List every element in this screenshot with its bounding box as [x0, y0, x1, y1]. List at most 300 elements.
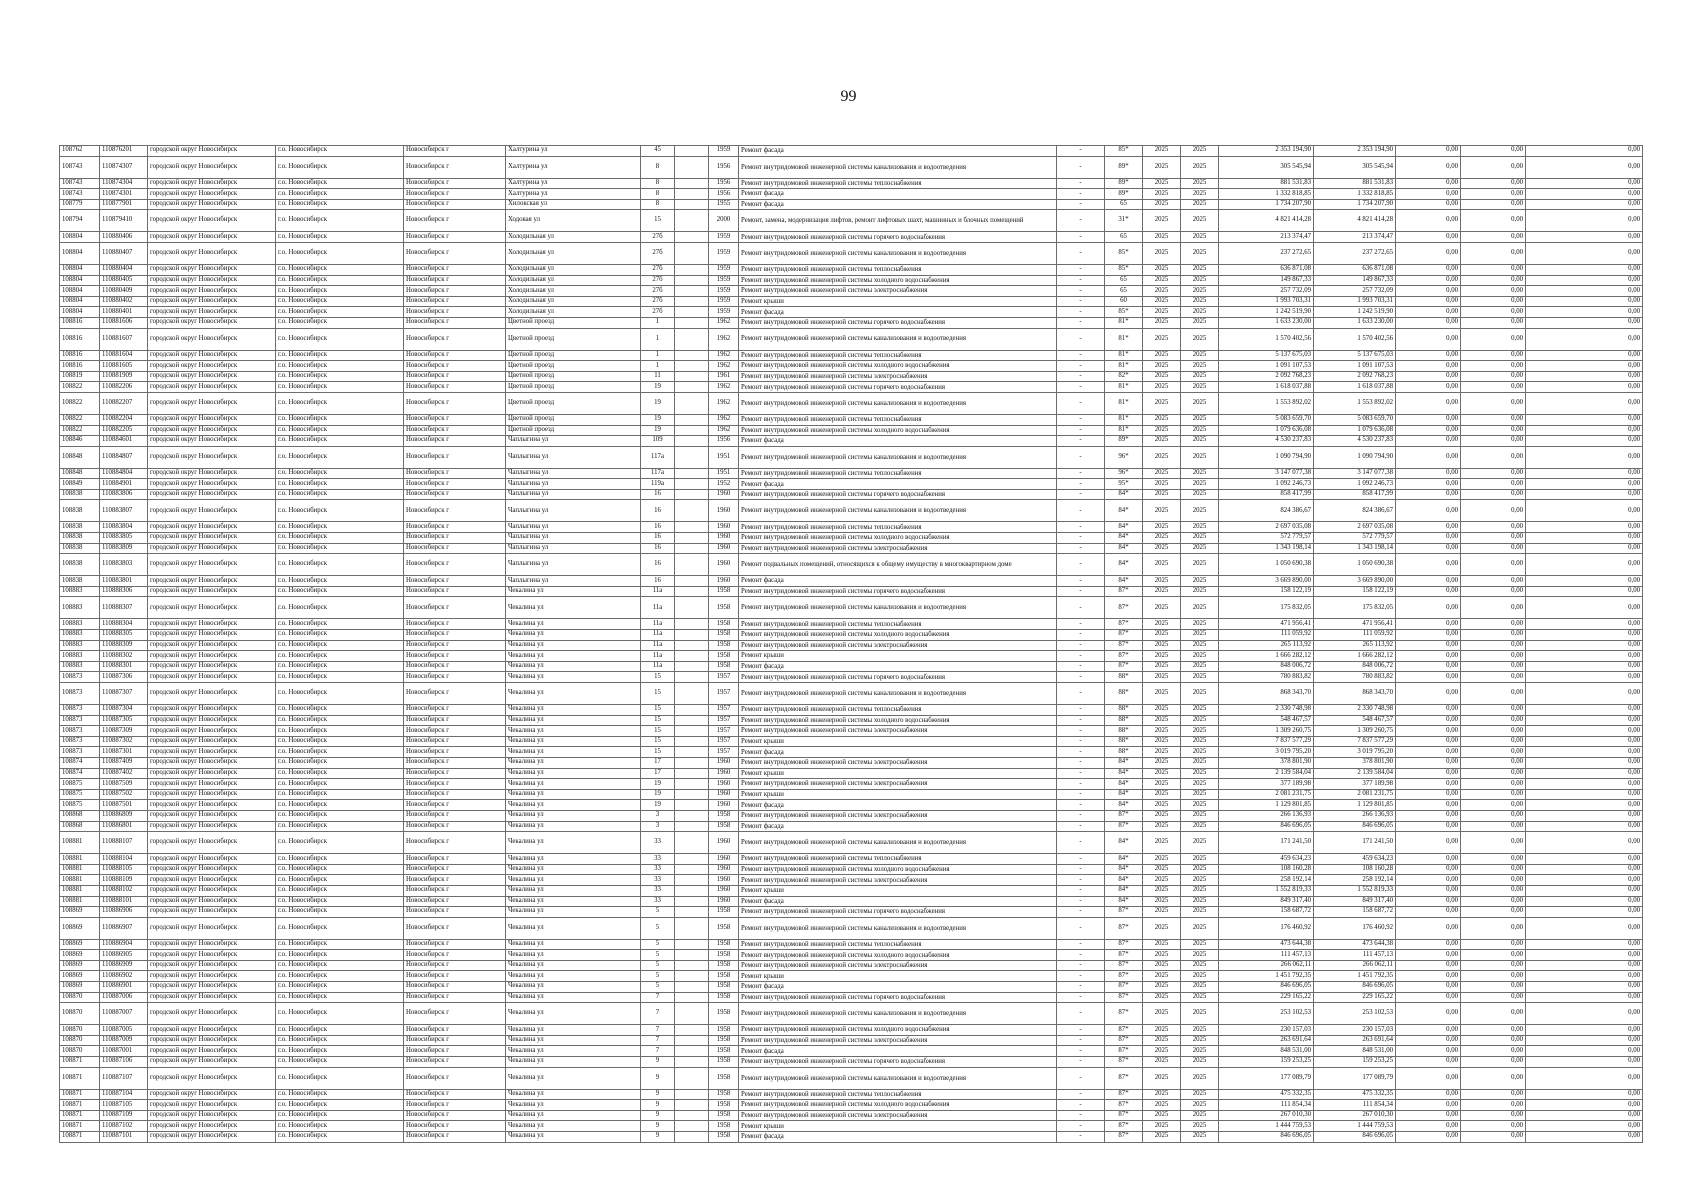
cell-plan-year-start: 2025: [1143, 543, 1181, 554]
cell-wear-percent: 87*: [1105, 1025, 1143, 1036]
cell-budget-local: 0,00: [1461, 199, 1526, 210]
cell-municipal-district: г.о. Новосибирск: [276, 960, 404, 971]
cell-settlement: Новосибирск г: [404, 768, 506, 779]
cell-budget-local: 0,00: [1461, 854, 1526, 865]
table-row: [60, 146, 1643, 157]
registry-body: [60, 146, 1643, 1143]
cell-budget-subject: 0,00: [1396, 500, 1461, 522]
cell-fund-cost: 1 993 703,31: [1314, 296, 1396, 307]
cell-work-id: 110888107: [100, 832, 148, 854]
cell-total-cost: 2 139 584,04: [1219, 768, 1314, 779]
cell-work-type: Ремонт внутридомовой инженерной системы электроснабжения: [739, 286, 1057, 297]
cell-municipal-district: г.о. Новосибирск: [276, 640, 404, 651]
cell-house-id: 108838: [60, 543, 100, 554]
table-row: [60, 286, 1643, 297]
cell-budget-local: 0,00: [1461, 178, 1526, 189]
table-row: [60, 210, 1643, 232]
cell-plan-year-end: 2025: [1181, 533, 1219, 544]
cell-fund-cost: 1 444 759,53: [1314, 1121, 1396, 1132]
cell-settlement: Новосибирск г: [404, 619, 506, 630]
cell-house-number: 27б: [641, 232, 675, 243]
cell-municipal-district: г.о. Новосибирск: [276, 446, 404, 468]
cell-wear-percent: 87*: [1105, 651, 1143, 662]
cell-municipality: городской округ Новосибирск: [148, 864, 276, 875]
cell-street: Чекалина ул: [506, 896, 641, 907]
cell-wear-percent: 87*: [1105, 1100, 1143, 1111]
cell-municipal-district: г.о. Новосибирск: [276, 361, 404, 372]
cell-municipality: городской округ Новосибирск: [148, 960, 276, 971]
cell-year-built: 1957: [709, 705, 739, 716]
cell-street: Чекалина ул: [506, 1003, 641, 1025]
cell-house-number: 8: [641, 178, 675, 189]
cell-municipal-district: г.о. Новосибирск: [276, 768, 404, 779]
cell-plan-year-end: 2025: [1181, 875, 1219, 886]
cell-wear-percent: 84*: [1105, 789, 1143, 800]
cell-budget-local: 0,00: [1461, 156, 1526, 178]
cell-owner-funds: 0,00: [1526, 1046, 1643, 1057]
cell-house-number: 27б: [641, 286, 675, 297]
cell-owner-funds: 0,00: [1526, 522, 1643, 533]
cell-municipality: городской округ Новосибирск: [148, 768, 276, 779]
cell-total-cost: 176 460,92: [1219, 917, 1314, 939]
cell-work-id: 110874304: [100, 178, 148, 189]
cell-settlement: Новосибирск г: [404, 705, 506, 716]
cell-building: [675, 917, 709, 939]
cell-budget-subject: 0,00: [1396, 286, 1461, 297]
cell-plan-year-end: 2025: [1181, 1100, 1219, 1111]
cell-year-built: 1962: [709, 328, 739, 350]
cell-house-id: 108816: [60, 361, 100, 372]
table-row: [60, 896, 1643, 907]
cell-work-id: 110882205: [100, 425, 148, 436]
cell-plan-year-start: 2025: [1143, 810, 1181, 821]
cell-plan-year-start: 2025: [1143, 779, 1181, 790]
cell-house-id: 108849: [60, 479, 100, 490]
cell-work-id: 110888309: [100, 640, 148, 651]
cell-settlement: Новосибирск г: [404, 286, 506, 297]
cell-work-id: 110887001: [100, 1046, 148, 1057]
cell-total-cost: 1 091 107,53: [1219, 361, 1314, 372]
cell-building: [675, 896, 709, 907]
cell-dash: -: [1057, 543, 1105, 554]
cell-wear-percent: 87*: [1105, 810, 1143, 821]
cell-work-id: 110883804: [100, 522, 148, 533]
cell-total-cost: 475 332,35: [1219, 1089, 1314, 1100]
cell-total-cost: 858 417,99: [1219, 489, 1314, 500]
cell-work-type: Ремонт фасада: [739, 800, 1057, 811]
cell-building: [675, 189, 709, 200]
cell-house-id: 108874: [60, 757, 100, 768]
cell-fund-cost: 459 634,23: [1314, 854, 1396, 865]
cell-work-type: Ремонт внутридомовой инженерной системы теплоснабжения: [739, 414, 1057, 425]
cell-house-id: 108875: [60, 779, 100, 790]
cell-budget-local: 0,00: [1461, 350, 1526, 361]
cell-street: Цветной проезд: [506, 328, 641, 350]
cell-budget-subject: 0,00: [1396, 1121, 1461, 1132]
cell-total-cost: 305 545,94: [1219, 156, 1314, 178]
cell-owner-funds: 0,00: [1526, 939, 1643, 950]
cell-settlement: Новосибирск г: [404, 232, 506, 243]
cell-plan-year-end: 2025: [1181, 854, 1219, 865]
cell-municipal-district: г.о. Новосибирск: [276, 651, 404, 662]
cell-dash: -: [1057, 1089, 1105, 1100]
cell-wear-percent: 87*: [1105, 661, 1143, 672]
cell-plan-year-start: 2025: [1143, 960, 1181, 971]
cell-dash: -: [1057, 1121, 1105, 1132]
cell-work-type: Ремонт внутридомовой инженерной системы горячего водоснабжения: [739, 586, 1057, 597]
cell-year-built: 1962: [709, 414, 739, 425]
cell-work-type: Ремонт внутридомовой инженерной системы теплоснабжения: [739, 854, 1057, 865]
cell-budget-subject: 0,00: [1396, 328, 1461, 350]
cell-plan-year-start: 2025: [1143, 1121, 1181, 1132]
cell-budget-local: 0,00: [1461, 543, 1526, 554]
cell-building: [675, 715, 709, 726]
table-row: [60, 726, 1643, 737]
cell-dash: -: [1057, 328, 1105, 350]
cell-building: [675, 500, 709, 522]
cell-house-id: 108883: [60, 619, 100, 630]
table-row: [60, 672, 1643, 683]
cell-building: [675, 1110, 709, 1121]
cell-plan-year-start: 2025: [1143, 821, 1181, 832]
cell-fund-cost: 1 050 690,38: [1314, 554, 1396, 576]
cell-year-built: 1958: [709, 1046, 739, 1057]
cell-work-id: 110887106: [100, 1057, 148, 1068]
cell-fund-cost: 2 092 768,23: [1314, 371, 1396, 382]
cell-work-type: Ремонт фасада: [739, 1046, 1057, 1057]
cell-budget-local: 0,00: [1461, 307, 1526, 318]
cell-work-type: Ремонт внутридомовой инженерной системы канализования и водоотведения: [739, 683, 1057, 705]
cell-budget-local: 0,00: [1461, 317, 1526, 328]
cell-budget-subject: 0,00: [1396, 210, 1461, 232]
cell-work-type: Ремонт внутридомовой инженерной системы электроснабжения: [739, 757, 1057, 768]
cell-house-number: 15: [641, 705, 675, 716]
cell-work-id: 110876201: [100, 146, 148, 157]
cell-budget-local: 0,00: [1461, 446, 1526, 468]
cell-wear-percent: 81*: [1105, 392, 1143, 414]
cell-total-cost: 1 570 402,56: [1219, 328, 1314, 350]
cell-year-built: 1955: [709, 199, 739, 210]
cell-year-built: 1962: [709, 382, 739, 393]
cell-street: Чекалина ул: [506, 971, 641, 982]
cell-settlement: Новосибирск г: [404, 630, 506, 641]
cell-budget-local: 0,00: [1461, 960, 1526, 971]
cell-dash: -: [1057, 275, 1105, 286]
cell-settlement: Новосибирск г: [404, 392, 506, 414]
cell-wear-percent: 87*: [1105, 640, 1143, 651]
cell-plan-year-end: 2025: [1181, 468, 1219, 479]
cell-settlement: Новосибирск г: [404, 264, 506, 275]
cell-budget-local: 0,00: [1461, 896, 1526, 907]
cell-plan-year-end: 2025: [1181, 982, 1219, 993]
cell-plan-year-end: 2025: [1181, 789, 1219, 800]
cell-budget-subject: 0,00: [1396, 1110, 1461, 1121]
cell-budget-local: 0,00: [1461, 361, 1526, 372]
cell-plan-year-start: 2025: [1143, 199, 1181, 210]
cell-house-number: 11а: [641, 651, 675, 662]
cell-street: Чекалина ул: [506, 683, 641, 705]
cell-owner-funds: 0,00: [1526, 1121, 1643, 1132]
cell-house-id: 108838: [60, 533, 100, 544]
cell-year-built: 1958: [709, 1110, 739, 1121]
cell-plan-year-end: 2025: [1181, 489, 1219, 500]
cell-budget-subject: 0,00: [1396, 747, 1461, 758]
cell-fund-cost: 473 644,38: [1314, 939, 1396, 950]
cell-street: Чекалина ул: [506, 1046, 641, 1057]
cell-work-id: 110880401: [100, 307, 148, 318]
cell-house-id: 108874: [60, 768, 100, 779]
cell-street: Цветной проезд: [506, 317, 641, 328]
cell-municipality: городской округ Новосибирск: [148, 1100, 276, 1111]
cell-budget-local: 0,00: [1461, 264, 1526, 275]
cell-work-type: Ремонт внутридомовой инженерной системы электроснабжения: [739, 371, 1057, 382]
cell-work-id: 110888104: [100, 854, 148, 865]
cell-house-number: 15: [641, 726, 675, 737]
cell-owner-funds: 0,00: [1526, 425, 1643, 436]
cell-house-number: 27б: [641, 296, 675, 307]
cell-total-cost: 4 821 414,28: [1219, 210, 1314, 232]
cell-total-cost: 108 160,28: [1219, 864, 1314, 875]
cell-total-cost: 848 531,00: [1219, 1046, 1314, 1057]
cell-municipality: городской округ Новосибирск: [148, 619, 276, 630]
cell-budget-local: 0,00: [1461, 757, 1526, 768]
cell-fund-cost: 111 854,34: [1314, 1100, 1396, 1111]
cell-plan-year-end: 2025: [1181, 950, 1219, 961]
cell-house-id: 108804: [60, 307, 100, 318]
cell-building: [675, 1121, 709, 1132]
cell-budget-subject: 0,00: [1396, 264, 1461, 275]
cell-municipality: городской округ Новосибирск: [148, 156, 276, 178]
cell-dash: -: [1057, 779, 1105, 790]
cell-owner-funds: 0,00: [1526, 1089, 1643, 1100]
cell-budget-local: 0,00: [1461, 586, 1526, 597]
cell-street: Чекалина ул: [506, 1025, 641, 1036]
cell-plan-year-start: 2025: [1143, 232, 1181, 243]
cell-wear-percent: 87*: [1105, 1003, 1143, 1025]
table-row: [60, 736, 1643, 747]
cell-owner-funds: 0,00: [1526, 810, 1643, 821]
cell-owner-funds: 0,00: [1526, 683, 1643, 705]
cell-fund-cost: 848 531,00: [1314, 1046, 1396, 1057]
cell-budget-subject: 0,00: [1396, 992, 1461, 1003]
cell-house-number: 19: [641, 789, 675, 800]
cell-owner-funds: 0,00: [1526, 468, 1643, 479]
cell-plan-year-start: 2025: [1143, 350, 1181, 361]
cell-plan-year-end: 2025: [1181, 971, 1219, 982]
table-row: [60, 832, 1643, 854]
cell-fund-cost: 7 837 577,29: [1314, 736, 1396, 747]
cell-work-type: Ремонт фасада: [739, 307, 1057, 318]
cell-house-number: 3: [641, 810, 675, 821]
cell-municipal-district: г.о. Новосибирск: [276, 1121, 404, 1132]
cell-budget-subject: 0,00: [1396, 821, 1461, 832]
cell-house-id: 108816: [60, 350, 100, 361]
cell-settlement: Новосибирск г: [404, 1121, 506, 1132]
cell-fund-cost: 846 696,05: [1314, 1132, 1396, 1143]
cell-total-cost: 258 192,14: [1219, 875, 1314, 886]
cell-budget-local: 0,00: [1461, 950, 1526, 961]
cell-building: [675, 864, 709, 875]
cell-budget-local: 0,00: [1461, 522, 1526, 533]
cell-dash: -: [1057, 950, 1105, 961]
cell-street: Чекалина ул: [506, 1057, 641, 1068]
cell-building: [675, 275, 709, 286]
cell-wear-percent: 84*: [1105, 854, 1143, 865]
cell-street: Цветной проезд: [506, 392, 641, 414]
cell-total-cost: 1 092 246,73: [1219, 479, 1314, 490]
cell-wear-percent: 96*: [1105, 468, 1143, 479]
cell-owner-funds: 0,00: [1526, 446, 1643, 468]
cell-total-cost: 2 092 768,23: [1219, 371, 1314, 382]
cell-building: [675, 522, 709, 533]
cell-street: Цветной проезд: [506, 425, 641, 436]
cell-municipal-district: г.о. Новосибирск: [276, 779, 404, 790]
cell-work-type: Ремонт внутридомовой инженерной системы теплоснабжения: [739, 619, 1057, 630]
cell-settlement: Новосибирск г: [404, 651, 506, 662]
cell-settlement: Новосибирск г: [404, 885, 506, 896]
cell-total-cost: 572 779,57: [1219, 533, 1314, 544]
cell-total-cost: 1 309 260,75: [1219, 726, 1314, 737]
cell-work-type: Ремонт фасада: [739, 982, 1057, 993]
cell-owner-funds: 0,00: [1526, 392, 1643, 414]
cell-settlement: Новосибирск г: [404, 1057, 506, 1068]
cell-street: Холодильная ул: [506, 275, 641, 286]
cell-budget-subject: 0,00: [1396, 156, 1461, 178]
cell-building: [675, 210, 709, 232]
cell-year-built: 1958: [709, 651, 739, 662]
cell-dash: -: [1057, 810, 1105, 821]
cell-fund-cost: 780 883,82: [1314, 672, 1396, 683]
cell-house-number: 19: [641, 779, 675, 790]
cell-total-cost: 253 102,53: [1219, 1003, 1314, 1025]
table-row: [60, 586, 1643, 597]
cell-street: Чекалина ул: [506, 705, 641, 716]
cell-house-id: 108779: [60, 199, 100, 210]
cell-year-built: 1956: [709, 156, 739, 178]
cell-municipal-district: г.о. Новосибирск: [276, 317, 404, 328]
cell-budget-subject: 0,00: [1396, 414, 1461, 425]
cell-work-id: 110888306: [100, 586, 148, 597]
cell-year-built: 1958: [709, 1025, 739, 1036]
cell-budget-local: 0,00: [1461, 242, 1526, 264]
cell-street: Чекалина ул: [506, 736, 641, 747]
cell-work-type: Ремонт внутридомовой инженерной системы горячего водоснабжения: [739, 672, 1057, 683]
cell-settlement: Новосибирск г: [404, 950, 506, 961]
cell-year-built: 1958: [709, 1067, 739, 1089]
cell-street: Чаплыгина ул: [506, 468, 641, 479]
cell-settlement: Новосибирск г: [404, 917, 506, 939]
cell-street: Чекалина ул: [506, 854, 641, 865]
cell-owner-funds: 0,00: [1526, 630, 1643, 641]
cell-house-number: 11а: [641, 597, 675, 619]
cell-fund-cost: 4 530 237,83: [1314, 436, 1396, 447]
cell-building: [675, 286, 709, 297]
cell-street: Цветной проезд: [506, 361, 641, 372]
cell-municipality: городской округ Новосибирск: [148, 554, 276, 576]
cell-house-id: 108819: [60, 371, 100, 382]
cell-plan-year-end: 2025: [1181, 1132, 1219, 1143]
cell-building: [675, 810, 709, 821]
cell-dash: -: [1057, 640, 1105, 651]
table-row: [60, 554, 1643, 576]
cell-work-id: 110887009: [100, 1035, 148, 1046]
cell-wear-percent: 87*: [1105, 939, 1143, 950]
cell-work-id: 110888101: [100, 896, 148, 907]
cell-dash: -: [1057, 736, 1105, 747]
cell-municipality: городской округ Новосибирск: [148, 232, 276, 243]
cell-plan-year-start: 2025: [1143, 576, 1181, 587]
cell-budget-local: 0,00: [1461, 1110, 1526, 1121]
cell-work-id: 110883809: [100, 543, 148, 554]
table-row: [60, 651, 1643, 662]
cell-budget-subject: 0,00: [1396, 489, 1461, 500]
cell-year-built: 1956: [709, 178, 739, 189]
cell-house-number: 5: [641, 917, 675, 939]
cell-settlement: Новосибирск г: [404, 640, 506, 651]
cell-plan-year-start: 2025: [1143, 939, 1181, 950]
cell-work-id: 110887402: [100, 768, 148, 779]
cell-street: Халтурина ул: [506, 189, 641, 200]
cell-house-number: 7: [641, 1035, 675, 1046]
cell-plan-year-end: 2025: [1181, 317, 1219, 328]
cell-street: Чекалина ул: [506, 939, 641, 950]
cell-municipal-district: г.о. Новосибирск: [276, 522, 404, 533]
cell-dash: -: [1057, 446, 1105, 468]
cell-street: Чаплыгина ул: [506, 543, 641, 554]
cell-building: [675, 328, 709, 350]
cell-wear-percent: 84*: [1105, 800, 1143, 811]
cell-settlement: Новосибирск г: [404, 1067, 506, 1089]
cell-municipal-district: г.о. Новосибирск: [276, 533, 404, 544]
cell-house-number: 5: [641, 971, 675, 982]
cell-work-id: 110887502: [100, 789, 148, 800]
cell-budget-local: 0,00: [1461, 533, 1526, 544]
cell-total-cost: 175 832,05: [1219, 597, 1314, 619]
cell-house-id: 108804: [60, 286, 100, 297]
cell-house-id: 108804: [60, 296, 100, 307]
table-row: [60, 939, 1643, 950]
table-row: [60, 199, 1643, 210]
cell-municipal-district: г.о. Новосибирск: [276, 232, 404, 243]
cell-total-cost: 636 871,08: [1219, 264, 1314, 275]
cell-work-type: Ремонт внутридомовой инженерной системы горячего водоснабжения: [739, 907, 1057, 918]
cell-wear-percent: 95*: [1105, 479, 1143, 490]
cell-dash: -: [1057, 576, 1105, 587]
cell-dash: -: [1057, 971, 1105, 982]
cell-budget-local: 0,00: [1461, 436, 1526, 447]
cell-municipality: городской округ Новосибирск: [148, 1132, 276, 1143]
cell-municipal-district: г.о. Новосибирск: [276, 189, 404, 200]
cell-wear-percent: 87*: [1105, 907, 1143, 918]
cell-settlement: Новосибирск г: [404, 468, 506, 479]
cell-building: [675, 832, 709, 854]
cell-settlement: Новосибирск г: [404, 500, 506, 522]
table-row: [60, 992, 1643, 1003]
cell-fund-cost: 263 691,64: [1314, 1035, 1396, 1046]
table-row: [60, 178, 1643, 189]
cell-dash: -: [1057, 1132, 1105, 1143]
cell-dash: -: [1057, 960, 1105, 971]
cell-house-id: 108838: [60, 500, 100, 522]
cell-settlement: Новосибирск г: [404, 533, 506, 544]
cell-plan-year-start: 2025: [1143, 371, 1181, 382]
cell-dash: -: [1057, 1046, 1105, 1057]
cell-year-built: 1958: [709, 1003, 739, 1025]
cell-house-id: 108838: [60, 554, 100, 576]
cell-work-type: Ремонт внутридомовой инженерной системы горячего водоснабжения: [739, 489, 1057, 500]
cell-work-type: Ремонт внутридомовой инженерной системы электроснабжения: [739, 1110, 1057, 1121]
cell-year-built: 1958: [709, 640, 739, 651]
